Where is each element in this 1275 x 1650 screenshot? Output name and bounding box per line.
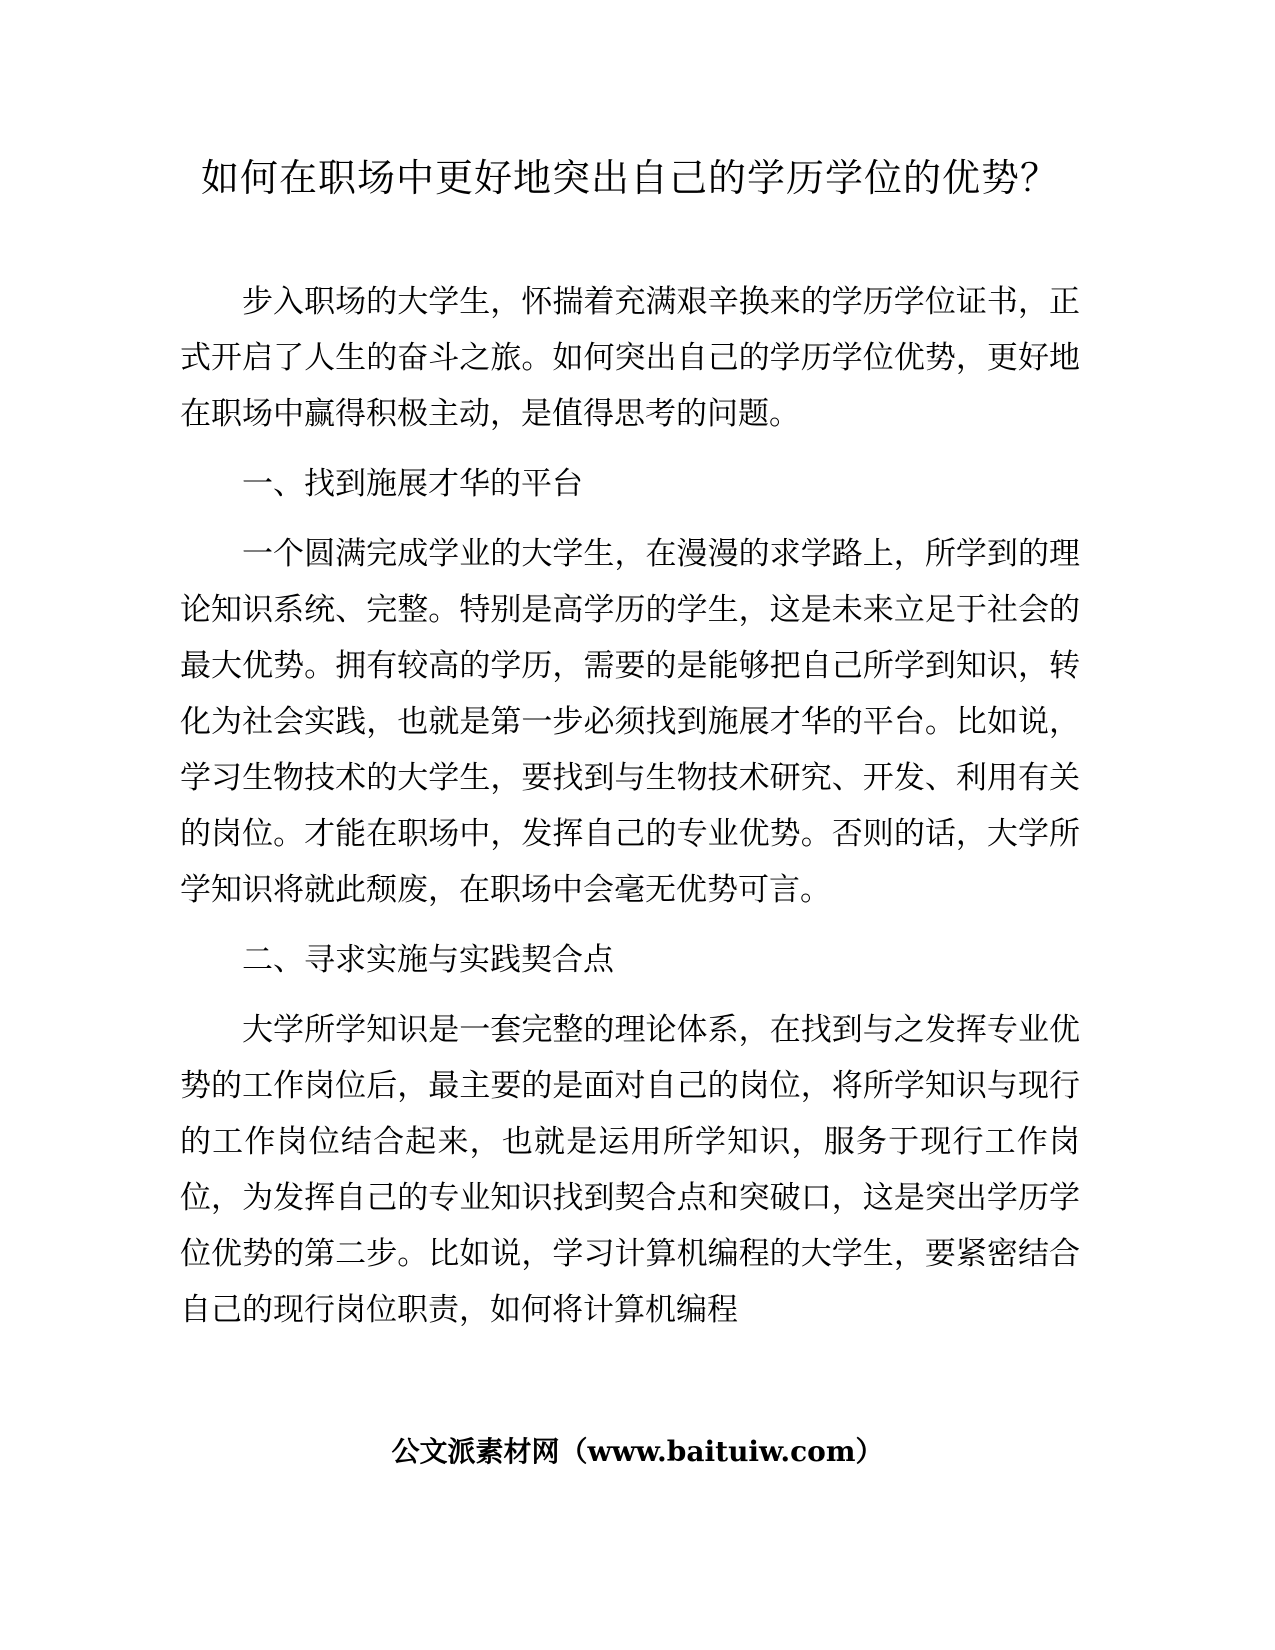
section-2-paragraph: 大学所学知识是一套完整的理论体系，在找到与之发挥专业优势的工作岗位后，最主要的是面对自己的岗位，将所学知识与现行的工作岗位结合起来，也就是运用所学知识，服务于现行工作岗位，为发挥自己的专业知识找到契合点和突破口，这是突出学历学位优势的第二步。比如说，学习计算机编程的大学生，要紧密结合自己的现行岗位职责，如何将计算机编程 <box>180 1012 1080 1328</box>
section-1-paragraph: 一个圆满完成学业的大学生，在漫漫的求学路上，所学到的理论知识系统、完整。特别是高学历的学生，这是未来立足于社会的最大优势。拥有较高的学历，需要的是能够把自己所学到知识，转化为社会实践，也就是第一步必须找到施展才华的平台。比如说，学习生物技术的大学生，要找到与生物技术研究、开发、利用有关的岗位。才能在职场中，发挥自己的专业优势。否则的话，大学所学知识将就此颓废，在职场中会毫无优势可言。 <box>180 536 1080 908</box>
section-heading-2: 二、寻求实施与实践契合点 <box>242 942 614 978</box>
section-heading-1: 一、找到施展才华的平台 <box>242 466 583 502</box>
page-footer-source: 公文派素材网（www.baituiw.com） <box>391 1435 884 1468</box>
document-body <box>180 274 1080 1352</box>
intro-paragraph: 步入职场的大学生，怀揣着充满艰辛换来的学历学位证书，正式开启了人生的奋斗之旅。如何突出自己的学历学位优势，更好地在职场中赢得积极主动，是值得思考的问题。 <box>180 284 1080 432</box>
document-title: 如何在职场中更好地突出自己的学历学位的优势？ <box>200 156 1059 200</box>
